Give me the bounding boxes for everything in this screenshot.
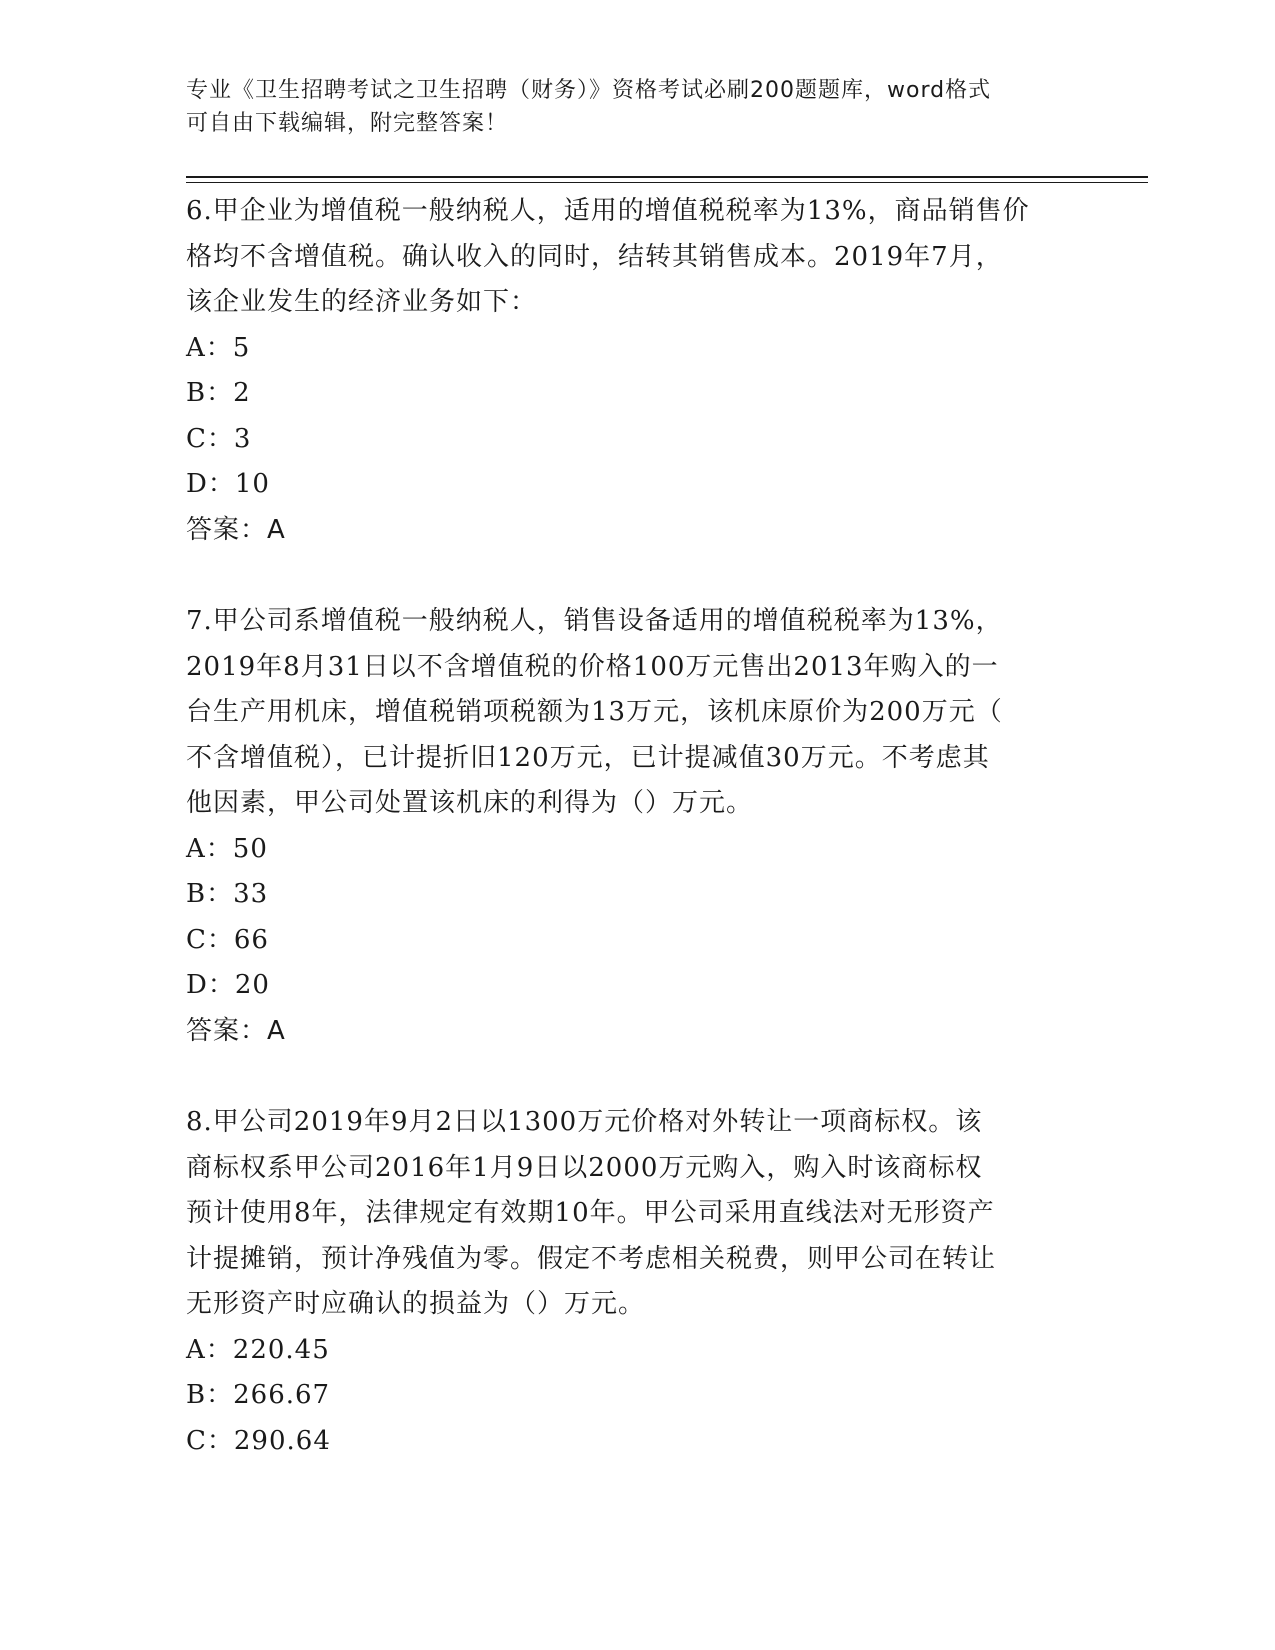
header-divider-thick <box>186 176 1148 178</box>
question-text-line: 台生产用机床，增值税销项税额为13万元，该机床原价为200万元（ <box>186 697 1003 727</box>
question-spacer <box>186 1054 1086 1100</box>
question-text-line: 8.甲公司2019年9月2日以1300万元价格对外转让一项商标权。该 <box>186 1107 983 1137</box>
option-b: B：2 <box>186 378 251 408</box>
header-line: 专业《卫生招聘考试之卫生招聘（财务）》资格考试必刷200题题库，word格式 <box>186 78 992 103</box>
question-text-line: 7.甲公司系增值税一般纳税人，销售设备适用的增值税税率为13%， <box>186 606 1003 636</box>
answer-line: 答案：A <box>186 514 286 545</box>
question-text-line: 不含增值税），已计提折旧120万元，已计提减值30万元。不考虑其 <box>186 742 990 773</box>
question-text-line: 该企业发生的经济业务如下： <box>186 287 538 317</box>
question-text-line: 2019年8月31日以不含增值税的价格100万元售出2013年购入的一 <box>186 651 999 682</box>
answer-line: 答案：A <box>186 1015 286 1046</box>
option-c: C：66 <box>186 924 269 955</box>
header-line: 可自由下载编辑，附完整答案！ <box>186 111 509 136</box>
option-b: B：33 <box>186 879 269 909</box>
option-a: A：5 <box>186 332 251 363</box>
option-c: C：3 <box>186 423 252 454</box>
option-d: D：10 <box>186 469 270 499</box>
question-text-line: 预计使用8年，法律规定有效期10年。甲公司采用直线法对无形资产 <box>186 1198 995 1228</box>
question-7 <box>186 599 1086 1054</box>
option-d: D：20 <box>186 970 270 1000</box>
header-divider-thin <box>186 182 1148 183</box>
option-b: B：266.67 <box>186 1380 331 1410</box>
question-list <box>186 189 1086 1464</box>
option-c: C：290.64 <box>186 1425 331 1456</box>
document-header <box>186 74 1086 140</box>
question-text-line: 无形资产时应确认的损益为（）万元。 <box>186 1289 646 1319</box>
option-a: A：50 <box>186 833 268 864</box>
question-8 <box>186 1100 1086 1464</box>
question-text-line: 商标权系甲公司2016年1月9日以2000万元购入，购入时该商标权 <box>186 1152 983 1183</box>
question-text-line: 他因素，甲公司处置该机床的利得为（）万元。 <box>186 788 754 818</box>
question-text-line: 计提摊销，预计净残值为零。假定不考虑相关税费，则甲公司在转让 <box>186 1243 997 1274</box>
question-text-line: 格均不含增值税。确认收入的同时，结转其销售成本。2019年7月， <box>186 241 1003 272</box>
question-text-line: 6.甲企业为增值税一般纳税人，适用的增值税税率为13%，商品销售价 <box>186 196 1030 226</box>
option-a: A：220.45 <box>186 1334 330 1365</box>
question-spacer <box>186 553 1086 599</box>
question-6 <box>186 189 1086 553</box>
